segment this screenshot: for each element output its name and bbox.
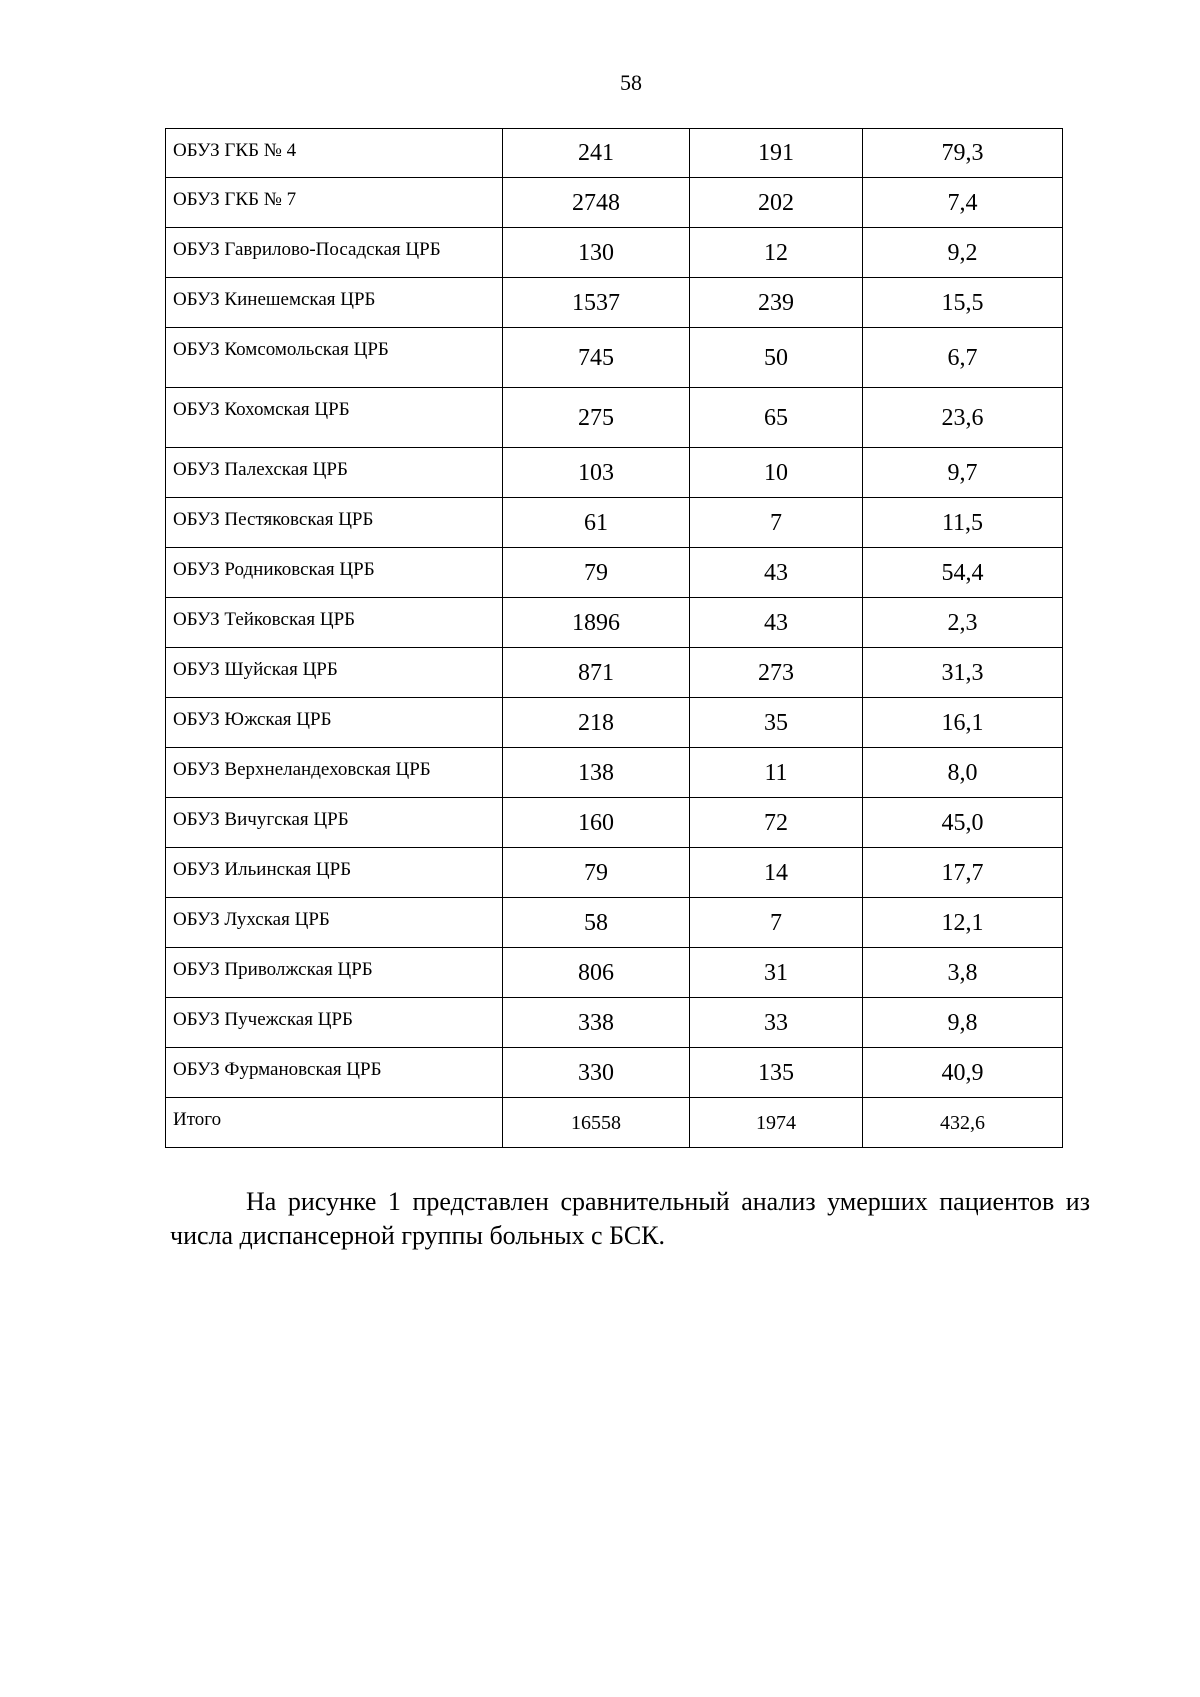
table-row xyxy=(166,388,1063,448)
institution-name-cell: ОБУЗ Вичугская ЦРБ xyxy=(166,798,503,848)
value-cell-1: 79 xyxy=(503,848,690,898)
table-body xyxy=(166,129,1063,1148)
institution-name-cell: ОБУЗ Палехская ЦРБ xyxy=(166,448,503,498)
institution-name-cell: ОБУЗ Пучежская ЦРБ xyxy=(166,998,503,1048)
total-label-cell: Итого xyxy=(166,1098,503,1148)
institution-name-cell: ОБУЗ Гаврилово-Посадская ЦРБ xyxy=(166,228,503,278)
table-row xyxy=(166,998,1063,1048)
value-cell-3: 15,5 xyxy=(863,278,1063,328)
table-row xyxy=(166,228,1063,278)
institution-name-cell: ОБУЗ Приволжская ЦРБ xyxy=(166,948,503,998)
value-cell-2: 50 xyxy=(690,328,863,388)
value-cell-2: 7 xyxy=(690,898,863,948)
value-cell-1: 275 xyxy=(503,388,690,448)
value-cell-2: 239 xyxy=(690,278,863,328)
institution-name-cell: ОБУЗ Верхнеландеховская ЦРБ xyxy=(166,748,503,798)
value-cell-2: 33 xyxy=(690,998,863,1048)
value-cell-2: 65 xyxy=(690,388,863,448)
value-cell-1: 330 xyxy=(503,1048,690,1098)
value-cell-2: 31 xyxy=(690,948,863,998)
caption-paragraph: На рисунке 1 представлен сравнительный анализ умерших пациентов из числа диспансерной группы больных с БСК. xyxy=(170,1187,1090,1250)
value-cell-2: 12 xyxy=(690,228,863,278)
value-cell-1: 1896 xyxy=(503,598,690,648)
table-row xyxy=(166,1048,1063,1098)
table-row xyxy=(166,278,1063,328)
value-cell-3: 6,7 xyxy=(863,328,1063,388)
institution-name-cell: ОБУЗ Южская ЦРБ xyxy=(166,698,503,748)
table-row xyxy=(166,548,1063,598)
value-cell-3: 54,4 xyxy=(863,548,1063,598)
value-cell-3: 3,8 xyxy=(863,948,1063,998)
value-cell-3: 9,8 xyxy=(863,998,1063,1048)
value-cell-2: 191 xyxy=(690,129,863,178)
value-cell-2: 10 xyxy=(690,448,863,498)
value-cell-3: 79,3 xyxy=(863,129,1063,178)
value-cell-3: 8,0 xyxy=(863,748,1063,798)
value-cell-1: 806 xyxy=(503,948,690,998)
total-row xyxy=(166,1098,1063,1148)
value-cell-2: 72 xyxy=(690,798,863,848)
value-cell-1: 338 xyxy=(503,998,690,1048)
value-cell-1: 745 xyxy=(503,328,690,388)
table-row xyxy=(166,129,1063,178)
value-cell-1: 138 xyxy=(503,748,690,798)
value-cell-2: 43 xyxy=(690,598,863,648)
value-cell-1: 160 xyxy=(503,798,690,848)
institution-name-cell: ОБУЗ Тейковская ЦРБ xyxy=(166,598,503,648)
value-cell-2: 35 xyxy=(690,698,863,748)
value-cell-3: 16,1 xyxy=(863,698,1063,748)
value-cell-3: 45,0 xyxy=(863,798,1063,848)
value-cell-3: 12,1 xyxy=(863,898,1063,948)
value-cell-3: 2,3 xyxy=(863,598,1063,648)
value-cell-1: 2748 xyxy=(503,178,690,228)
institution-name-cell: ОБУЗ Кинешемская ЦРБ xyxy=(166,278,503,328)
value-cell-1: 218 xyxy=(503,698,690,748)
value-cell-1: 241 xyxy=(503,129,690,178)
value-cell-2: 7 xyxy=(690,498,863,548)
total-value-cell-2: 1974 xyxy=(690,1098,863,1148)
table-row xyxy=(166,698,1063,748)
mortality-table xyxy=(165,128,1063,1148)
institution-name-cell: ОБУЗ Лухская ЦРБ xyxy=(166,898,503,948)
institution-name-cell: ОБУЗ Пестяковская ЦРБ xyxy=(166,498,503,548)
table-row xyxy=(166,748,1063,798)
table-row xyxy=(166,448,1063,498)
institution-name-cell: ОБУЗ ГКБ № 4 xyxy=(166,129,503,178)
page-number: 58 xyxy=(620,70,642,95)
table-row xyxy=(166,798,1063,848)
total-value-cell-3: 432,6 xyxy=(863,1098,1063,1148)
table-row xyxy=(166,848,1063,898)
value-cell-3: 17,7 xyxy=(863,848,1063,898)
value-cell-2: 11 xyxy=(690,748,863,798)
value-cell-2: 202 xyxy=(690,178,863,228)
value-cell-2: 14 xyxy=(690,848,863,898)
value-cell-3: 31,3 xyxy=(863,648,1063,698)
value-cell-1: 130 xyxy=(503,228,690,278)
value-cell-1: 103 xyxy=(503,448,690,498)
value-cell-3: 11,5 xyxy=(863,498,1063,548)
value-cell-3: 9,2 xyxy=(863,228,1063,278)
value-cell-3: 40,9 xyxy=(863,1048,1063,1098)
table-row xyxy=(166,178,1063,228)
total-value-cell-1: 16558 xyxy=(503,1098,690,1148)
table-row xyxy=(166,648,1063,698)
institution-name-cell: ОБУЗ Фурмановская ЦРБ xyxy=(166,1048,503,1098)
table-row xyxy=(166,498,1063,548)
institution-name-cell: ОБУЗ Ильинская ЦРБ xyxy=(166,848,503,898)
value-cell-2: 273 xyxy=(690,648,863,698)
value-cell-1: 1537 xyxy=(503,278,690,328)
institution-name-cell: ОБУЗ ГКБ № 7 xyxy=(166,178,503,228)
institution-name-cell: ОБУЗ Родниковская ЦРБ xyxy=(166,548,503,598)
table-row xyxy=(166,898,1063,948)
institution-name-cell: ОБУЗ Кохомская ЦРБ xyxy=(166,388,503,448)
value-cell-1: 58 xyxy=(503,898,690,948)
table-row xyxy=(166,328,1063,388)
value-cell-1: 871 xyxy=(503,648,690,698)
value-cell-3: 7,4 xyxy=(863,178,1063,228)
value-cell-1: 61 xyxy=(503,498,690,548)
table-row xyxy=(166,598,1063,648)
value-cell-3: 23,6 xyxy=(863,388,1063,448)
value-cell-2: 43 xyxy=(690,548,863,598)
table-row xyxy=(166,948,1063,998)
institution-name-cell: ОБУЗ Шуйская ЦРБ xyxy=(166,648,503,698)
institution-name-cell: ОБУЗ Комсомольская ЦРБ xyxy=(166,328,503,388)
value-cell-3: 9,7 xyxy=(863,448,1063,498)
value-cell-2: 135 xyxy=(690,1048,863,1098)
value-cell-1: 79 xyxy=(503,548,690,598)
